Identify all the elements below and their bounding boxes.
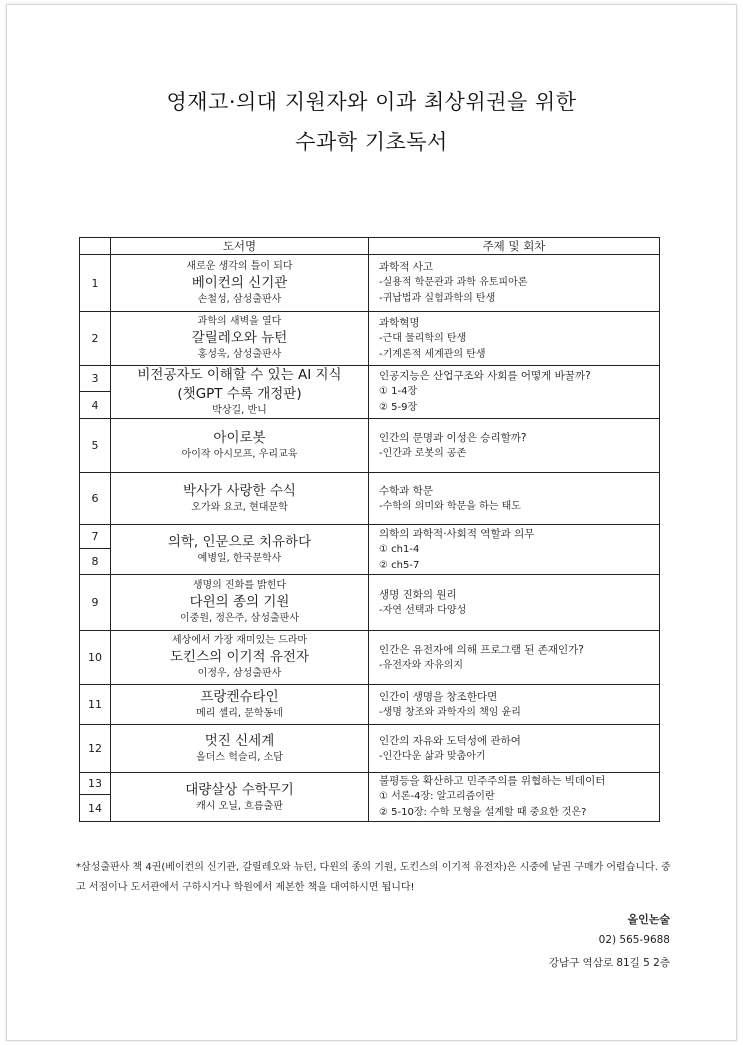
- topic-cell: [369, 575, 660, 631]
- header-num: [80, 238, 111, 255]
- topic-heading: 인간이 생명을 창조한다면: [379, 690, 498, 703]
- topic-heading: 의학의 과학적·사회적 역할과 의무: [379, 527, 535, 540]
- row-number: 11: [80, 685, 111, 725]
- topic-cell: [369, 255, 660, 312]
- book-author-publisher: 올더스 헉슬리, 소담: [196, 752, 283, 763]
- table-row: [80, 773, 660, 795]
- book-author-publisher: 이정우, 삼성출판사: [197, 668, 282, 679]
- topic-detail: ② 5-9장: [379, 402, 418, 413]
- book-author-publisher: 예병일, 한국문학사: [197, 553, 282, 564]
- topic-heading: 불평등을 확산하고 민주주의를 위협하는 빅데이터: [379, 775, 606, 787]
- table-header-row: [80, 238, 660, 255]
- book-title: 박사가 사랑한 수식: [183, 483, 296, 499]
- topic-detail: -수학의 의미와 학문을 하는 태도: [379, 500, 521, 512]
- book-cell: [111, 631, 369, 685]
- row-number: 5: [80, 419, 111, 473]
- table-row: [80, 685, 660, 725]
- book-author-publisher: 메리 셸리, 문학동네: [196, 708, 283, 719]
- book-title-edition: (챗GPT 수록 개정판): [177, 386, 302, 402]
- book-cell: [111, 366, 369, 419]
- book-cell: [111, 725, 369, 773]
- table-row: [80, 366, 660, 392]
- topic-cell: [369, 419, 660, 473]
- topic-cell: [369, 773, 660, 822]
- book-title: 의학, 인문으로 치유하다: [167, 534, 312, 550]
- table-row: [80, 575, 660, 631]
- book-subtitle: 과학의 새벽을 열다: [197, 316, 282, 327]
- row-number: 1: [80, 255, 111, 312]
- topic-detail: ② ch5-7: [379, 559, 420, 571]
- book-title: 비전공자도 이해할 수 있는 AI 지식: [137, 367, 342, 383]
- page-title-line-1: 영재고·의대 지원자와 이과 최상위권을 위한: [166, 90, 577, 114]
- topic-detail: -생명 창조와 과학자의 책임 윤리: [379, 706, 521, 718]
- book-cell: [111, 685, 369, 725]
- book-author-publisher: 오가와 요코, 현대문학: [191, 502, 288, 513]
- topic-heading: 생명 진화의 원리: [379, 588, 457, 601]
- book-cell: [111, 473, 369, 525]
- book-title: 도킨스의 이기적 유전자: [170, 649, 309, 665]
- book-author-publisher: 박상길, 반니: [212, 405, 267, 416]
- row-number: 14: [80, 795, 111, 822]
- topic-detail: ① 1-4장: [379, 386, 418, 397]
- book-cell: [111, 773, 369, 822]
- row-number: 10: [80, 631, 111, 685]
- book-title: 멋진 신세계: [204, 733, 275, 749]
- book-subtitle: 세상에서 가장 재미있는 드라마: [171, 635, 308, 646]
- academy-name: 올인논술: [627, 913, 670, 926]
- topic-detail: -근대 물리학의 탄생: [379, 332, 467, 344]
- topic-heading: 인간의 문명과 이성은 승리할까?: [379, 431, 527, 444]
- topic-detail: -실용적 학문관과 과학 유토피아론: [379, 277, 528, 288]
- book-subtitle: 새로운 생각의 틀이 되다: [186, 260, 293, 272]
- reading-list-table: [79, 237, 660, 822]
- topic-detail: -기계론적 세계관의 탄생: [379, 348, 486, 360]
- book-author-publisher: 홍성욱, 삼성출판사: [197, 349, 282, 360]
- book-author-publisher: 손철성, 삼성출판사: [197, 293, 282, 305]
- book-title: 갈릴레오와 뉴턴: [191, 330, 288, 346]
- book-author-publisher: 아이작 아시모프, 우리교육: [181, 449, 298, 460]
- table-row: [80, 631, 660, 685]
- header-book: 도서명: [111, 238, 369, 255]
- page-title-line-2: 수과학 기초독서: [295, 130, 448, 154]
- table-row: [80, 419, 660, 473]
- header-topic: 주제 및 회차: [369, 238, 660, 255]
- row-number: 9: [80, 575, 111, 631]
- book-author-publisher: 이중원, 정은주, 삼성출판사: [180, 613, 299, 624]
- topic-detail: -귀납법과 실험과학의 탄생: [379, 293, 496, 304]
- footnote: *삼성출판사 책 4권(베이컨의 신기관, 갈릴레오와 뉴턴, 다윈의 종의 기원, 도킨스의 이기적 유전자)은 시중에 낱권 구매가 어렵습니다. 중고 서점이나 도서관에서 구하시거나 학원에서 제본한 책을 대여하시면 됩니다!: [76, 862, 671, 893]
- topic-cell: [369, 685, 660, 725]
- book-cell: [111, 419, 369, 473]
- table-row: [80, 525, 660, 549]
- row-number: 12: [80, 725, 111, 773]
- academy-address: 강남구 역삼로 81길 5 2층: [548, 957, 670, 969]
- book-title: 프랑켄슈타인: [200, 689, 279, 705]
- book-author-publisher: 캐시 오닐, 흐름출판: [196, 800, 283, 812]
- book-title: 아이로봇: [213, 430, 266, 446]
- topic-heading: 과학혁명: [379, 316, 420, 329]
- table-row: [80, 473, 660, 525]
- topic-cell: [369, 473, 660, 525]
- row-number: 3: [80, 366, 111, 392]
- row-number: 8: [80, 549, 111, 575]
- topic-detail: ② 5-10장: 수학 모형을 설계할 때 중요한 것은?: [379, 807, 587, 818]
- topic-heading: 과학적 사고: [379, 261, 434, 273]
- topic-cell: [369, 525, 660, 575]
- row-number: 7: [80, 525, 111, 549]
- topic-detail: -자연 선택과 다양성: [379, 604, 467, 616]
- row-number: 13: [80, 773, 111, 795]
- topic-detail: -인간다운 삶과 맞춤아기: [379, 750, 486, 762]
- book-title: 베이컨의 신기관: [191, 274, 288, 291]
- row-number: 4: [80, 392, 111, 419]
- row-number: 6: [80, 473, 111, 525]
- table-row: [80, 255, 660, 312]
- topic-cell: [369, 312, 660, 366]
- table-row: [80, 312, 660, 366]
- topic-detail: -유전자와 자유의지: [379, 659, 464, 671]
- book-cell: [111, 255, 369, 312]
- book-subtitle: 생명의 진화를 밝힌다: [192, 580, 287, 591]
- topic-heading: 인간은 유전자에 의해 프로그램 된 존재인가?: [379, 643, 584, 656]
- topic-cell: [369, 631, 660, 685]
- topic-heading: 인간의 자유와 도덕성에 관하여: [379, 734, 521, 747]
- book-cell: [111, 525, 369, 575]
- topic-detail: ① 서론-4장: 알고리즘이란: [379, 791, 495, 802]
- topic-heading: 수학과 학문: [379, 484, 434, 497]
- topic-detail: ① ch1-4: [379, 543, 420, 555]
- book-cell: [111, 312, 369, 366]
- book-title: 다윈의 종의 기원: [189, 594, 290, 610]
- topic-heading: 인공지능은 산업구조와 사회를 어떻게 바꿀까?: [379, 370, 591, 382]
- row-number: 2: [80, 312, 111, 366]
- book-cell: [111, 575, 369, 631]
- topic-cell: [369, 725, 660, 773]
- book-title: 대량살상 수학무기: [185, 781, 294, 798]
- table-row: [80, 725, 660, 773]
- academy-phone: 02) 565-9688: [598, 934, 670, 946]
- topic-cell: [369, 366, 660, 419]
- topic-detail: -인간과 로봇의 공존: [379, 447, 467, 459]
